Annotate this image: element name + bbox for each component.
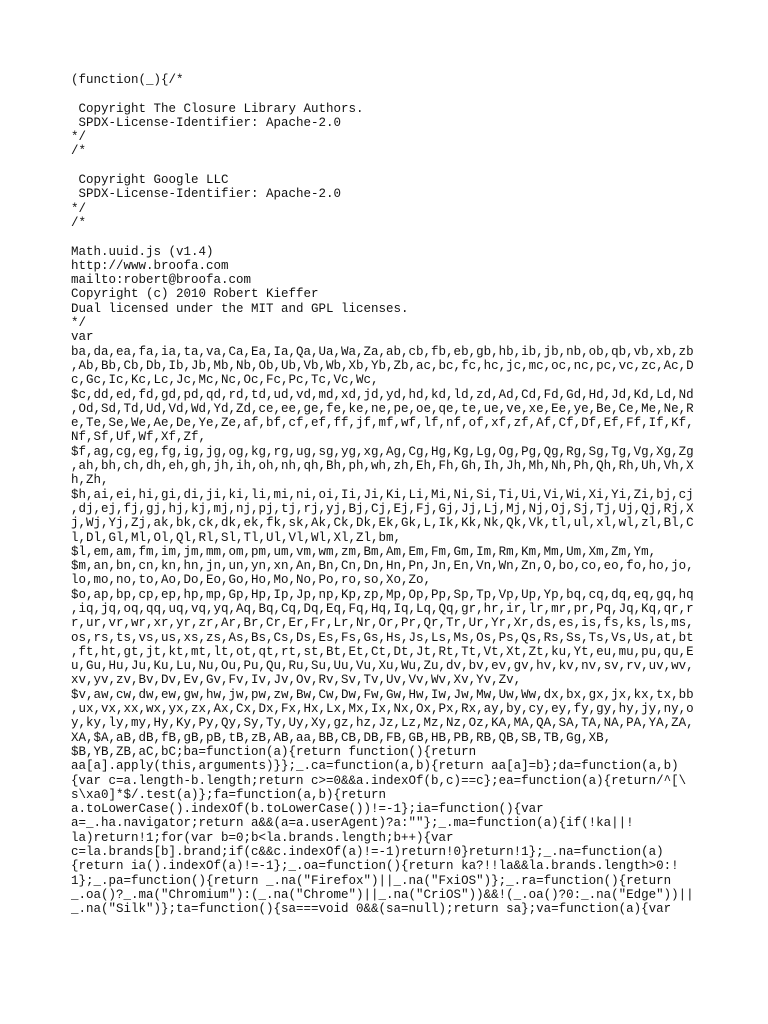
code-line [71, 159, 699, 173]
code-document [71, 73, 699, 917]
code-line: {var c=a.length-b.length;return c>=0&&a.indexOf(b,c)==c};ea=function(a){return/^[\ [71, 773, 687, 788]
code-line: lo,mo,no,to,Ao,Do,Eo,Go,Ho,Mo,No,Po,ro,so,Xo,Zo, [71, 573, 432, 588]
code-line: Dual licensed under the MIT and GPL licenses. [71, 301, 409, 316]
code-line: ,Ab,Bb,Cb,Db,Ib,Jb,Mb,Nb,Ob,Ub,Vb,Wb,Xb,Yb,Zb,ac,bc,fc,hc,jc,mc,oc,nc,pc,vc,zc,Ac,D [71, 358, 694, 373]
code-line: e,Te,Se,We,Ae,De,Ye,Ze,af,bf,cf,ef,ff,jf,mf,wf,lf,nf,of,xf,zf,Af,Cf,Df,Ef,Ff,If,Kf, [71, 416, 694, 431]
code-line: /* [71, 215, 87, 230]
code-line: Copyright (c) 2010 Robert Kieffer [71, 287, 319, 302]
code-line: ,ft,ht,gt,jt,kt,mt,lt,ot,qt,rt,st,Bt,Et,Ct,Dt,Jt,Rt,Tt,Vt,Xt,Zt,ku,Yt,eu,mu,pu,qu,E [71, 644, 694, 659]
code-line: $h,ai,ei,hi,gi,di,ji,ki,li,mi,ni,oi,Ii,Ji,Ki,Li,Mi,Ni,Si,Ti,Ui,Vi,Wi,Xi,Yi,Zi,bj,cj [71, 487, 694, 502]
code-line: c,Gc,Ic,Kc,Lc,Jc,Mc,Nc,Oc,Fc,Pc,Tc,Vc,Wc, [71, 373, 379, 388]
code-line: y,ky,ly,my,Hy,Ky,Py,Qy,Sy,Ty,Uy,Xy,gz,hz,Jz,Lz,Mz,Nz,Oz,KA,MA,QA,SA,TA,NA,PA,YA,ZA, [71, 716, 694, 731]
code-line: os,rs,ts,vs,us,xs,zs,As,Bs,Cs,Ds,Es,Fs,Gs,Hs,Js,Ls,Ms,Os,Ps,Qs,Rs,Ss,Ts,Vs,Us,at,bt [71, 630, 694, 645]
code-line: _.na("Silk")};ta=function(){sa===void 0&&(sa=null);return sa};va=function(a){var [71, 902, 672, 917]
code-line: ,ux,vx,xx,wx,yx,zx,Ax,Cx,Dx,Fx,Hx,Lx,Mx,Ix,Nx,Ox,Px,Rx,ay,by,cy,ey,fy,gy,hy,jy,ny,o [71, 702, 694, 717]
code-line: j,Wj,Yj,Zj,ak,bk,ck,dk,ek,fk,sk,Ak,Ck,Dk,Ek,Gk,L,Ik,Kk,Nk,Qk,Vk,tl,ul,xl,wl,zl,Bl,C [71, 516, 694, 531]
code-line: ,iq,jq,oq,qq,uq,vq,yq,Aq,Bq,Cq,Dq,Eq,Fq,Hq,Iq,Lq,Qq,gr,hr,ir,lr,mr,pr,Pq,Jq,Kq,qr,r [71, 601, 694, 616]
code-line: http://www.broofa.com [71, 258, 229, 273]
code-line [71, 230, 699, 244]
code-line: Math.uuid.js (v1.4) [71, 244, 214, 259]
code-line: u,Gu,Hu,Ju,Ku,Lu,Nu,Ou,Pu,Qu,Ru,Su,Uu,Vu,Xu,Wu,Zu,dv,bv,ev,gv,hv,kv,nv,sv,rv,uv,wv, [71, 659, 694, 674]
code-line: r,ur,vr,wr,xr,yr,zr,Ar,Br,Cr,Er,Fr,Lr,Nr,Or,Pr,Qr,Tr,Ur,Yr,Xr,ds,es,is,fs,ks,ls,ms, [71, 616, 694, 631]
code-line: */ [71, 201, 87, 216]
code-line: SPDX-License-Identifier: Apache-2.0 [71, 115, 342, 130]
code-line: $f,ag,cg,eg,fg,ig,jg,og,kg,rg,ug,sg,yg,xg,Ag,Cg,Hg,Kg,Lg,Og,Pg,Qg,Rg,Sg,Tg,Vg,Xg,Zg [71, 444, 694, 459]
code-line: /* [71, 144, 87, 159]
code-line: $c,dd,ed,fd,gd,pd,qd,rd,td,ud,vd,md,xd,jd,yd,hd,kd,ld,zd,Ad,Cd,Fd,Gd,Hd,Jd,Kd,Ld,Nd [71, 387, 694, 402]
code-line: $v,aw,cw,dw,ew,gw,hw,jw,pw,zw,Bw,Cw,Dw,Fw,Gw,Hw,Iw,Jw,Mw,Uw,Ww,dx,bx,gx,jx,kx,tx,bb [71, 687, 694, 702]
code-line: $m,an,bn,cn,kn,hn,jn,un,yn,xn,An,Bn,Cn,Dn,Hn,Pn,Jn,En,Vn,Wn,Zn,O,bo,co,eo,fo,ho,jo, [71, 559, 694, 574]
code-line: aa[a].apply(this,arguments)}};_.ca=function(a,b){return aa[a]=b};da=function(a,b) [71, 759, 679, 774]
code-line: ,dj,ej,fj,gj,hj,kj,mj,nj,pj,tj,rj,yj,Bj,Cj,Ej,Fj,Gj,Jj,Lj,Mj,Nj,Oj,Sj,Tj,Uj,Qj,Rj,X [71, 501, 694, 516]
code-line: a=_.ha.navigator;return a&&(a=a.userAgent)?a:""};_.ma=function(a){if(!ka||! [71, 816, 634, 831]
code-line: ,ah,bh,ch,dh,eh,gh,jh,ih,oh,nh,qh,Bh,ph,wh,zh,Eh,Fh,Gh,Ih,Jh,Mh,Nh,Ph,Qh,Rh,Uh,Vh,X [71, 459, 694, 474]
code-line: l,Dl,Gl,Ml,Ol,Ql,Rl,Sl,Tl,Ul,Vl,Wl,Xl,Zl,bm, [71, 530, 402, 545]
code-line: s\xa0]*$/.test(a)};fa=function(a,b){return [71, 787, 387, 802]
code-line: {return ia().indexOf(a)!=-1};_.oa=function(){return ka?!!la&&la.brands.length>0:! [71, 859, 679, 874]
code-line: */ [71, 130, 87, 145]
code-line: c=la.brands[b].brand;if(c&&c.indexOf(a)!=-1)return!0}return!1};_.na=function(a) [71, 845, 664, 860]
code-line: la)return!1;for(var b=0;b<la.brands.length;b++){var [71, 830, 454, 845]
code-line: Nf,Sf,Uf,Wf,Xf,Zf, [71, 430, 207, 445]
code-line: SPDX-License-Identifier: Apache-2.0 [71, 187, 342, 202]
code-line: $l,em,am,fm,im,jm,mm,om,pm,um,vm,wm,zm,Bm,Am,Em,Fm,Gm,Im,Rm,Km,Mm,Um,Xm,Zm,Ym, [71, 544, 657, 559]
code-line: mailto:robert@broofa.com [71, 273, 252, 288]
code-line: ba,da,ea,fa,ia,ta,va,Ca,Ea,Ia,Qa,Ua,Wa,Za,ab,cb,fb,eb,gb,hb,ib,jb,nb,ob,qb,vb,xb,zb [71, 344, 694, 359]
code-line: */ [71, 316, 87, 331]
code-line [71, 87, 699, 101]
code-line: ,Od,Sd,Td,Ud,Vd,Wd,Yd,Zd,ce,ee,ge,fe,ke,ne,pe,oe,qe,te,ue,ve,xe,Ee,ye,Be,Ce,Me,Ne,R [71, 401, 694, 416]
code-line: Copyright Google LLC [71, 173, 229, 188]
code-line: _.oa()?_.ma("Chromium"):(_.na("Chrome")||_.na("CriOS"))&&!(_.oa()?0:_.na("Edge"))|| [71, 887, 694, 902]
code-line: xv,yv,zv,Bv,Dv,Ev,Gv,Fv,Iv,Jv,Ov,Rv,Sv,Tv,Uv,Vv,Wv,Xv,Yv,Zv, [71, 673, 522, 688]
code-line: h,Zh, [71, 473, 109, 488]
code-line: (function(_){/* [71, 73, 184, 87]
code-line: a.toLowerCase().indexOf(b.toLowerCase())!=-1};ia=function(){var [71, 802, 544, 817]
code-line: $B,YB,ZB,aC,bC;ba=function(a){return function(){return [71, 744, 477, 759]
code-line: XA,$A,aB,dB,fB,gB,pB,tB,zB,AB,aa,BB,CB,DB,FB,GB,HB,PB,RB,QB,SB,TB,Gg,XB, [71, 730, 612, 745]
code-line: var [71, 330, 94, 345]
code-line: Copyright The Closure Library Authors. [71, 101, 364, 116]
code-line: $o,ap,bp,cp,ep,hp,mp,Gp,Hp,Ip,Jp,np,Kp,zp,Mp,Op,Pp,Sp,Tp,Vp,Up,Yp,bq,cq,dq,eq,gq,hq [71, 587, 694, 602]
code-line: 1};_.pa=function(){return _.na("Firefox")||_.na("FxiOS")};_.ra=function(){return [71, 873, 672, 888]
